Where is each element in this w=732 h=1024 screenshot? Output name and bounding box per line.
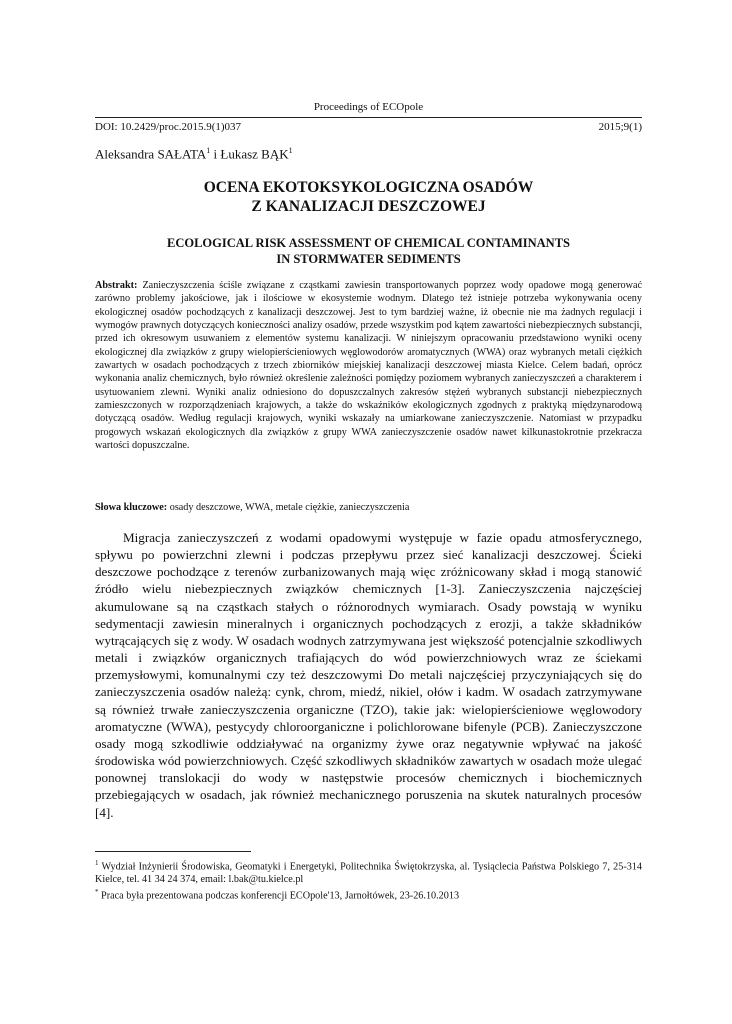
keywords-text: osady deszczowe, WWA, metale ciężkie, zanieczyszczenia (167, 502, 410, 513)
abstract-text: Zanieczyszczenia ściśle związane z cząstkami zawiesin transportowanych poprzez wody opadowe mogą generować zarówno problemy jakościowe, jak i ilościowe w ekosystemie wodnym. Dlatego też istnieje potrzeba wykonywania oceny ekologicznej osadów pochodzących z kanalizacji deszczowej. Jest to tym bardziej ważne, iż obecnie nie ma żadnych regulacji i wymogów prawnych dotyczących konieczności analizy osadów, przede wszystkim pod kątem zawartości niebezpiecznych substancji, przed ich okresowym usuwaniem z elementów systemu kanalizacji. W niniejszym opracowaniu przedstawiono wyniki oceny ekologicznej dla związków z grupy wielopierścieniowych węglowodorów aromatycznych (WWA) oraz wybranych metali ciężkich zawartych w osadach pochodzących z trzech zbiorników miejskiej kanalizacji deszczowej miasta Kielce. Celem badań, oprócz wykonania analiz chemicznych, było również określenie zależności pomiędzy poziomem wybranych zanieczyszczeń a charakterem i usytuowaniem zlewni. Wyniki analiz odniesiono do dopuszczalnych zakresów stężeń wybranych substancji niebezpiecznych zamieszczonych w rozporządzeniach krajowych, a także do wskaźników ekologicznych zgodnych z praktyką międzynarodową dotyczącą osadów. Według regulacji krajowych, wyniki wskazały na umiarkowane zanieczyszczenie. Natomiast w przypadku progowych wskazań ekologicznych dla związków z grupy WWA zanieczyszczenie osadów nawet kilkunastokrotnie przekracza wartości dopuszczalne. (95, 280, 642, 452)
abstract (95, 279, 642, 452)
footnote-2 (95, 886, 642, 902)
title-english (95, 235, 642, 267)
keywords-label: Słowa kluczowe: (95, 502, 168, 513)
doi: DOI: 10.2429/proc.2015.9(1)037 (95, 121, 242, 133)
author-1-affiliation-mark: 1 (206, 146, 211, 155)
footnote-divider (95, 851, 251, 852)
title-polish-line-1: OCENA EKOTOKSYKOLOGICZNA OSADÓW (203, 179, 534, 196)
footnote-1-mark: 1 (95, 859, 99, 867)
body-paragraph: Migracja zanieczyszczeń z wodami opadowymi występuje w fazie opadu atmosferycznego, spływu po powierzchni zlewni i podczas przepływu przez sieć kanalizacji deszczowej. Ścieki deszczowe pochodzące z terenów zurbanizowanych mają więc zróżnicowany skład i mogą stanowić źródło wielu niebezpiecznych związków chemicznych [1-3]. Zanieczyszczenia najczęściej akumulowane są na cząstkach stałych o różnorodnych wymiarach. Osady powstają w wyniku sedymentacji zawiesin mineralnych i organicznych pochodzących z erozji, a także składników wytrącających się z wody. W osadach wodnych zatrzymywana jest większość potencjalnie szkodliwych metali i związków organicznych trafiających do wód powierzchniowych wraz ze ściekami przemysłowymi, komunalnymi czy też deszczowymi Do metali najczęściej przyczyniających się do zanieczyszczenia osadów należą: cynk, chrom, miedź, nikiel, ołów i kadm. W osadach zatrzymywane są również trwałe zanieczyszczenia organiczne (TZO), takie jak: wielopierścieniowe węglowodory aromatyczne (WWA), pestycydy chloroorganiczne i polichlorowane bifenyle (PCB). Zanieczyszczone osady mogą szkodliwie oddziaływać na organizmy żywe oraz negatywnie wpływać na jakość środowiska wód powierzchniowych. Część szkodliwych składników zawartych w osadach może ulegać ponownej translokacji do wody w następstwie procesów chemicznych i biochemicznych przebiegających w osadach, jak również mechanicznego poruszenia na skutek naturalnych procesów [4]. (95, 530, 642, 820)
author-2-affiliation-mark: 1 (288, 146, 293, 155)
title-english-line-2: IN STORMWATER SEDIMENTS (276, 252, 461, 266)
footnote-2-mark: * (95, 888, 99, 897)
abstract-label: Abstrakt: (95, 280, 138, 291)
footnote-1-text: Wydział Inżynierii Środowiska, Geomatyki i Energetyki, Politechnika Świętokrzyska, al. Tysiąclecia Państwa Polskiego 7, 25-314 Kielce, tel. 41 34 24 374, email: l.bak@tu.kielce.pl (95, 861, 642, 886)
author-2: Łukasz BĄK (220, 146, 289, 162)
authors (95, 146, 293, 162)
title-polish (95, 178, 642, 216)
running-head: Proceedings of ECOpole (313, 101, 424, 113)
volume-issue: 2015;9(1) (598, 121, 642, 133)
footnote-2-text: Praca była prezentowana podczas konferencji ECOpole'13, Jarnołtówek, 23-26.10.2013 (98, 890, 460, 902)
doi-line (95, 117, 642, 133)
title-polish-line-2: Z KANALIZACJI DESZCZOWEJ (251, 198, 486, 215)
author-1: Aleksandra SAŁATA (95, 146, 207, 162)
keywords (95, 502, 642, 513)
title-english-line-1: ECOLOGICAL RISK ASSESSMENT OF CHEMICAL CONTAMINANTS (167, 236, 570, 250)
footnote-1 (95, 857, 642, 886)
author-connector: i (210, 146, 221, 162)
footnotes (95, 857, 642, 903)
